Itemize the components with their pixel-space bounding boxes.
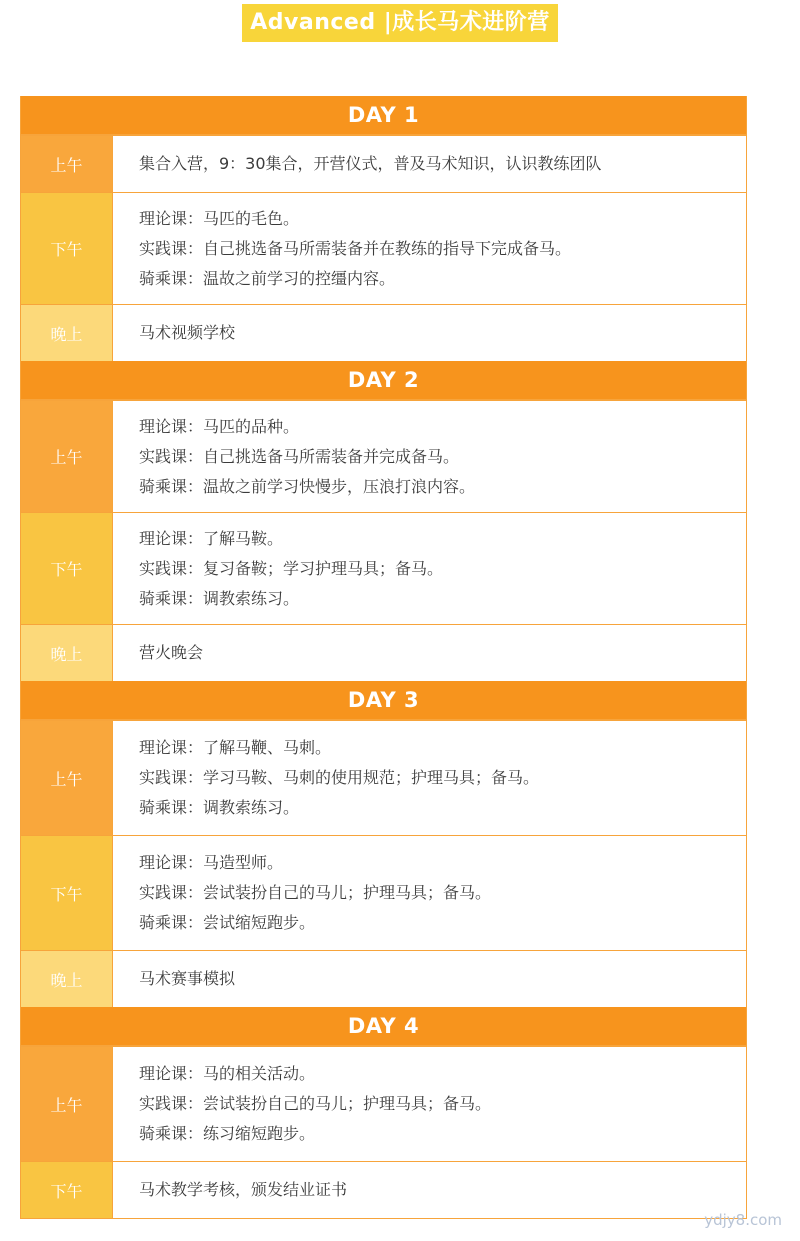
schedule-row	[21, 134, 746, 192]
activity-line: 骑乘课：温故之前学习快慢步，压浪打浪内容。	[139, 476, 476, 496]
activity-line: 马术赛事模拟	[139, 969, 236, 988]
schedule-row	[21, 835, 746, 950]
activity-cell	[112, 401, 746, 512]
activity-cell	[112, 836, 746, 950]
activity-line: 马术教学考核，颁发结业证书	[139, 1180, 348, 1199]
watermark: ydjy8.com	[704, 1211, 782, 1229]
day-header: DAY 3	[21, 681, 746, 719]
time-slot-label: 上午	[21, 136, 112, 192]
schedule-row	[21, 1161, 746, 1218]
time-slot-label: 上午	[21, 1047, 112, 1161]
title-bar	[0, 4, 800, 42]
schedule-row	[21, 399, 746, 512]
activity-line: 理论课：了解马鞍。	[139, 528, 284, 548]
time-slot-label: 晚上	[21, 951, 112, 1007]
schedule-row	[21, 950, 746, 1007]
time-slot-label: 下午	[21, 193, 112, 304]
time-slot-label: 晚上	[21, 625, 112, 681]
activity-line: 营火晚会	[139, 643, 204, 662]
activity-line: 实践课：学习马鞍、马刺的使用规范；护理马具；备马。	[139, 768, 540, 787]
schedule-row	[21, 304, 746, 361]
activity-cell	[112, 721, 746, 835]
activity-line: 骑乘课：温故之前学习的控缰内容。	[139, 268, 396, 288]
schedule-row	[21, 1045, 746, 1161]
time-slot-label: 上午	[21, 721, 112, 835]
activity-line: 理论课：马的相关活动。	[139, 1064, 316, 1083]
time-slot-label: 下午	[21, 513, 112, 624]
activity-line: 理论课：马匹的毛色。	[139, 208, 300, 228]
activity-cell	[112, 513, 746, 624]
page-title: Advanced |成长马术进阶营	[242, 4, 558, 42]
activity-line: 骑乘课：调教索练习。	[139, 588, 300, 608]
schedule-row	[21, 719, 746, 835]
day-header: DAY 2	[21, 361, 746, 399]
schedule-row	[21, 624, 746, 681]
activity-cell	[112, 136, 746, 192]
activity-line: 实践课：自己挑选备马所需装备并完成备马。	[139, 446, 460, 466]
activity-line: 实践课：尝试装扮自己的马儿；护理马具；备马。	[139, 883, 492, 902]
activity-line: 骑乘课：调教索练习。	[139, 798, 300, 817]
activity-cell	[112, 1047, 746, 1161]
activity-line: 实践课：复习备鞍；学习护理马具；备马。	[139, 558, 444, 578]
activity-line: 骑乘课：尝试缩短跑步。	[139, 913, 316, 932]
time-slot-label: 下午	[21, 1162, 112, 1218]
activity-cell	[112, 193, 746, 304]
activity-cell	[112, 951, 746, 1007]
time-slot-label: 晚上	[21, 305, 112, 361]
activity-line: 集合入营，9：30集合，开营仪式，普及马术知识，认识教练团队	[139, 154, 602, 173]
activity-line: 理论课：马造型师。	[139, 853, 284, 872]
time-slot-label: 下午	[21, 836, 112, 950]
activity-line: 实践课：自己挑选备马所需装备并在教练的指导下完成备马。	[139, 238, 572, 258]
activity-line: 骑乘课：练习缩短跑步。	[139, 1124, 316, 1143]
activity-line: 实践课：尝试装扮自己的马儿；护理马具；备马。	[139, 1094, 492, 1113]
day-header: DAY 4	[21, 1007, 746, 1045]
activity-cell	[112, 1162, 746, 1218]
schedule-table	[20, 96, 747, 1219]
day-header: DAY 1	[21, 96, 746, 134]
activity-cell	[112, 305, 746, 361]
activity-line: 马术视频学校	[139, 323, 236, 342]
activity-line: 理论课：马匹的品种。	[139, 416, 300, 436]
time-slot-label: 上午	[21, 401, 112, 512]
activity-line: 理论课：了解马鞭、马刺。	[139, 738, 332, 757]
schedule-row	[21, 512, 746, 624]
activity-cell	[112, 625, 746, 681]
schedule-row	[21, 192, 746, 304]
